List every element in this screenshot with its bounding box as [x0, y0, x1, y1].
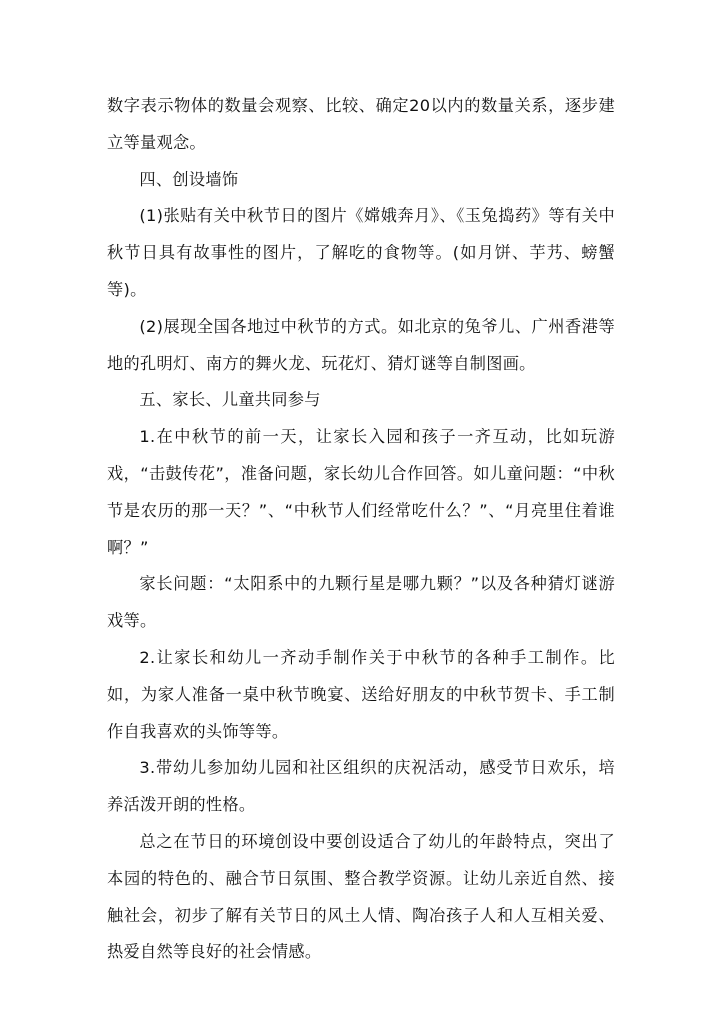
paragraph-conclusion: 总之在节日的环境创设中要创设适合了幼儿的年龄特点，突出了本园的特色的、融合节日氛围、整合教学资源。让幼儿亲近自然、接触社会，初步了解有关节日的风土人情、陶冶孩子人和人互相关爱、热爱自然等良好的社会情感。	[107, 831, 615, 962]
paragraph-parent-item-2: 2.让家长和幼儿一齐动手制作关于中秋节的各种手工制作。比如，为家人准备一桌中秋节晚宴、送给好朋友的中秋节贺卡、手工制作自我喜欢的头饰等等。	[107, 647, 615, 741]
document-body	[107, 88, 615, 971]
paragraph-parent-item-3: 3.带幼儿参加幼儿园和社区组织的庆祝活动，感受节日欢乐，培养活泼开朗的性格。	[107, 758, 615, 815]
paragraph-parent-questions: 家长问题：“太阳系中的九颗行星是哪九颗？”以及各种猜灯谜游戏等。	[107, 574, 615, 631]
paragraph-wall-item-1: (1)张贴有关中秋节日的图片《嫦娥奔月》、《玉兔捣药》等有关中秋节日具有故事性的图片，了解吃的食物等。(如月饼、芋艿、螃蟹等)。	[107, 206, 615, 299]
section-heading-parent-child: 五、家长、儿童共同参与	[139, 390, 321, 410]
section-heading-wall-decoration: 四、创设墙饰	[139, 169, 239, 189]
paragraph-goal-continued: 数字表示物体的数量会观察、比较、确定20以内的数量关系，逐步建立等量观念。	[107, 96, 615, 152]
paragraph-parent-item-1: 1.在中秋节的前一天，让家长入园和孩子一齐互动，比如玩游戏，“击鼓传花”，准备问题，家长幼儿合作回答。如儿童问题：“中秋节是农历的那一天？”、“中秋节人们经常吃什么？”、“月亮里住着谁啊？”	[107, 427, 615, 557]
paragraph-wall-item-2: (2)展现全国各地过中秋节的方式。如北京的兔爷儿、广州香港等地的孔明灯、南方的舞火龙、玩花灯、猜灯谜等自制图画。	[107, 316, 615, 373]
